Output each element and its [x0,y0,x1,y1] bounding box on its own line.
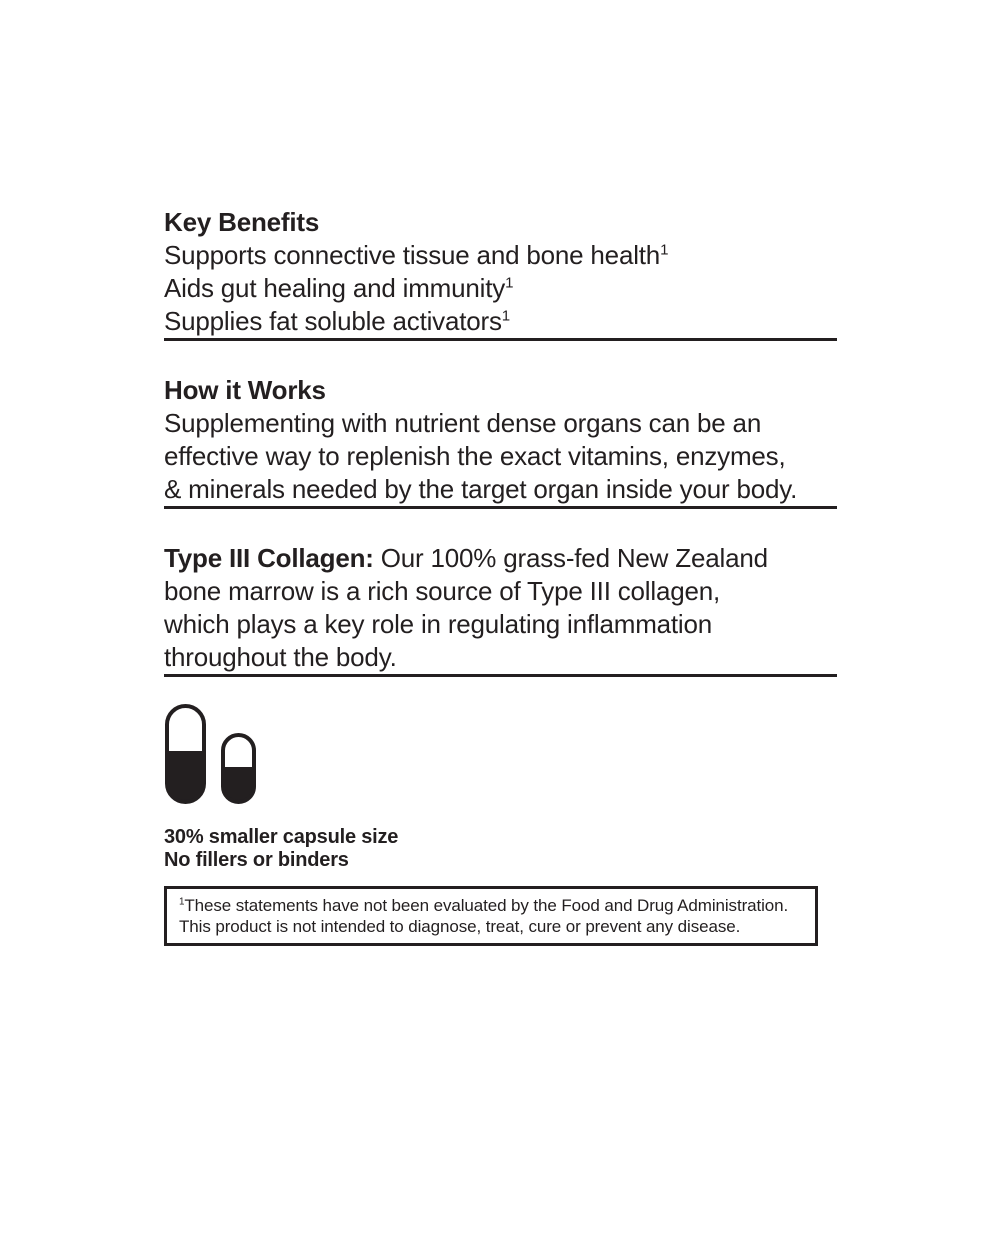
footnote-marker: 1 [505,274,514,292]
how-it-works-text-line: Supplementing with nutrient dense organs can be an [164,408,762,438]
benefit-item [164,272,844,305]
benefit-text: Supports connective tissue and bone health [164,240,661,270]
collagen-text-line: bone marrow is a rich source of Type III collagen, [164,576,721,606]
collagen-lead-rest: Our 100% grass-fed New Zealand [373,543,768,573]
capsule-claim: 30% smaller capsule size [164,826,399,848]
collagen-text-line [164,542,844,575]
benefit-item [164,305,844,338]
how-it-works-section [164,374,844,506]
how-it-works-text-line: effective way to replenish the exact vitamins, enzymes, [164,441,786,471]
collagen-section [164,542,844,674]
capsule-claims [164,826,844,872]
benefit-item [164,239,844,272]
section-divider [164,338,837,341]
section-divider [164,506,837,509]
key-benefits-section [164,206,844,338]
how-it-works-text-line: & minerals needed by the target organ inside your body. [164,474,798,504]
benefit-text: Aids gut healing and immunity [164,273,506,303]
footnote-marker: 1 [179,896,185,908]
collagen-lead-label: Type III Collagen: [164,543,374,573]
disclaimer-text-line [179,895,803,916]
capsule-size-comparison-icon [164,704,264,805]
footnote-marker: 1 [660,241,669,259]
disclaimer-text-line: This product is not intended to diagnose, treat, cure or prevent any disease. [179,917,741,936]
disclaimer-text: These statements have not been evaluated by the Food and Drug Administration. [184,896,789,915]
benefit-text: Supplies fat soluble activators [164,306,502,336]
capsule-section [164,704,844,872]
product-info-panel [164,0,844,946]
collagen-text-line: which plays a key role in regulating inflammation [164,609,713,639]
capsule-claim: No fillers or binders [164,849,349,871]
collagen-text-line: throughout the body. [164,642,397,672]
how-it-works-heading: How it Works [164,375,326,405]
key-benefits-heading: Key Benefits [164,207,320,237]
footnote-marker: 1 [501,307,510,325]
section-divider [164,674,837,677]
fda-disclaimer-box [164,886,818,946]
